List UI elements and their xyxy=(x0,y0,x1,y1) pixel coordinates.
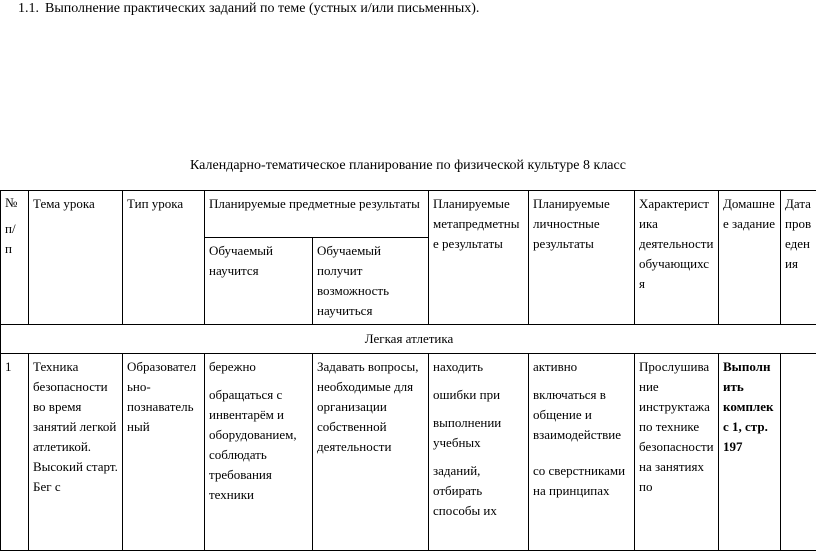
row-meta: находить ошибки при выполнении учебных заданий, отбирать способы их xyxy=(429,354,529,551)
header-may-learn: Обучаемый получит возможность научиться xyxy=(313,238,429,325)
row-type: Образовательно-познавательный xyxy=(123,354,205,551)
header-learns: Обучаемый научится xyxy=(205,238,313,325)
row-activity: Прослушивание инструктажа по технике безопасности на занятиях по xyxy=(635,354,719,551)
section-athletics: Легкая атлетика xyxy=(1,325,816,354)
row-topic: Техника безопасности во время занятий легкой атлетикой. Высокий старт. Бег с xyxy=(29,354,123,551)
header-personal-results: Планируемые личностные результаты xyxy=(529,191,635,325)
header-date: Дата проведения xyxy=(781,191,816,325)
document-title: Календарно-тематическое планирование по физической культуре 8 класс xyxy=(0,158,816,174)
section-row xyxy=(1,325,816,354)
header-row xyxy=(1,191,816,238)
table-row xyxy=(1,354,816,551)
heading-text: Выполнение практических заданий по теме (устных и/или письменных). xyxy=(45,1,479,16)
row-homework: Выполнить комплекс 1, стр. 197 xyxy=(719,354,781,551)
header-type: Тип урока xyxy=(123,191,205,325)
header-activity: Характеристика деятельности обучающихся xyxy=(635,191,719,325)
row-learns: бережно обращаться с инвентарём и оборудованием, соблюдать требования техники xyxy=(205,354,313,551)
row-num: 1 xyxy=(1,354,29,551)
header-meta-results: Планируемые метапредметные результаты xyxy=(429,191,529,325)
section-heading xyxy=(18,1,479,17)
header-homework: Домашнее задание xyxy=(719,191,781,325)
header-subject-results: Планируемые предметные результаты xyxy=(205,191,429,238)
header-num: № п/ п xyxy=(1,191,29,325)
planning-table xyxy=(0,190,816,551)
header-topic: Тема урока xyxy=(29,191,123,325)
row-may-learn: Задавать вопросы, необходимые для организации собственной деятельности xyxy=(313,354,429,551)
row-date xyxy=(781,354,816,551)
row-personal: активно включаться в общение и взаимодействие со сверстниками на принципах xyxy=(529,354,635,551)
heading-number: 1.1. xyxy=(18,1,39,16)
